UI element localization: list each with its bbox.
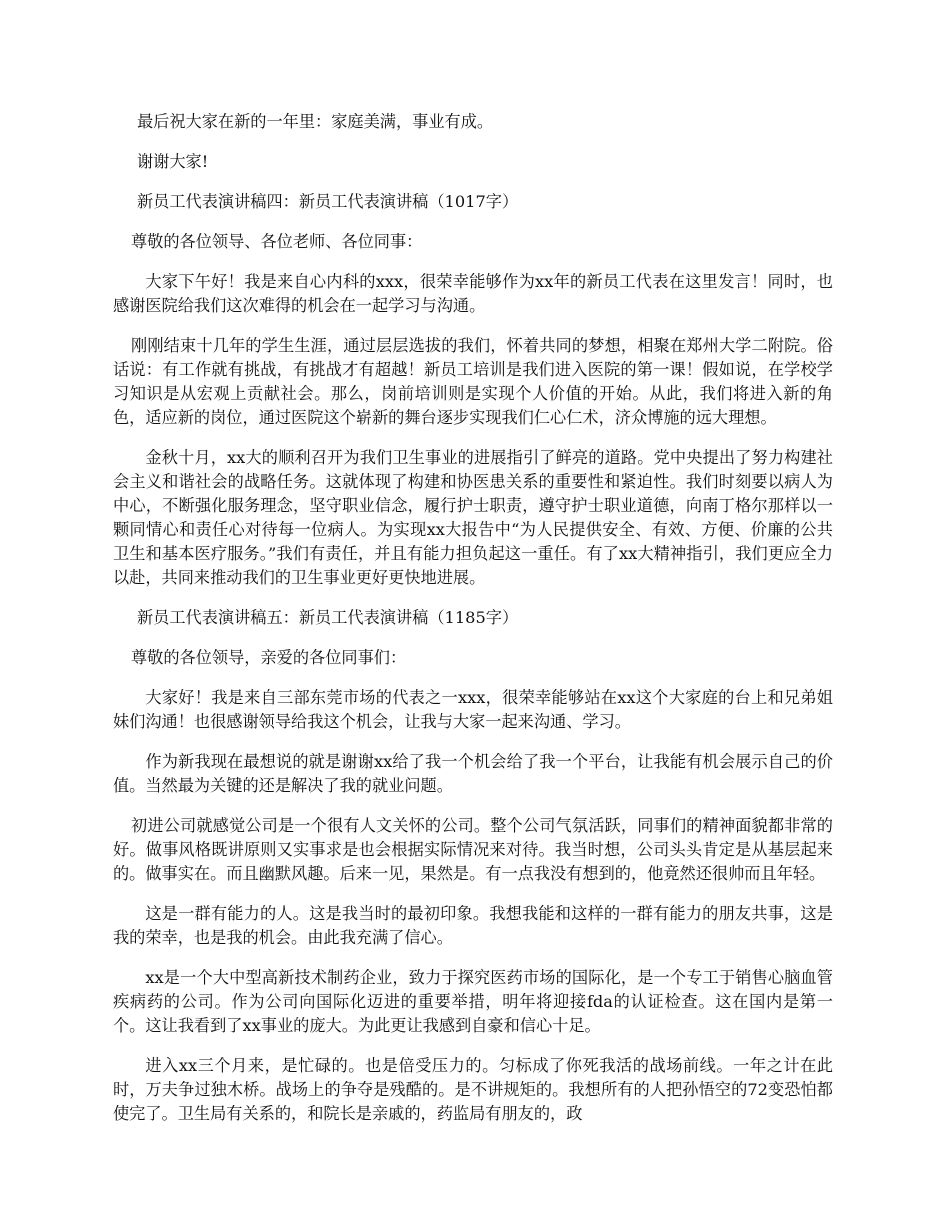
document-page bbox=[113, 110, 833, 1142]
section-heading-speech-five: 新员工代表演讲稿五：新员工代表演讲稿（1185字） bbox=[137, 608, 519, 627]
section-heading-speech-four: 新员工代表演讲稿四：新员工代表演讲稿（1017字） bbox=[137, 192, 519, 211]
paragraph-golden-autumn: 金秋十月，xx大的顺利召开为我们卫生事业的进展指引了鲜亮的道路。党中央提出了努力构建社会主义和谐社会的战略任务。这就体现了构建和协医患关系的重要性和紧迫性。我们时刻要以病人为中心，不断强化服务理念，坚守职业信念，履行护士职责，遵守护士职业道德，向南丁格尔那样以一颗同情心和责任心对待每一位病人。为实现xx大报告中“为人民提供安全、有效、方便、价廉的公共卫生和基本医疗服务。”我们有责任，并且有能力担负起这一重任。有了xx大精神指引，我们更应全力以赴，共同来推动我们的卫生事业更好更快地进展。 bbox=[113, 448, 833, 587]
paragraph-thanks: 谢谢大家! bbox=[137, 152, 209, 171]
salutation-speech-four: 尊敬的各位领导、各位老师、各位同事： bbox=[131, 232, 423, 251]
paragraph-gratitude: 作为新我现在最想说的就是谢谢xx给了我一个机会给了我一个平台，让我能有机会展示自己的价值。当然最为关键的还是解决了我的就业问题。 bbox=[113, 752, 833, 795]
paragraph-student-life: 刚刚结束十几年的学生生涯，通过层层选拔的我们，怀着共同的梦想，相聚在郑州大学二附院。俗话说：有工作就有挑战，有挑战才有超越！新员工培训是我们进入医院的第一课！假如说，在学校学习知识是从宏观上贡献社会。那么，岗前培训则是实现个人价值的开始。从此，我们将进入新的角色，适应新的岗位，通过医院这个崭新的舞台逐步实现我们仁心仁术，济众博施的远大理想。 bbox=[113, 336, 833, 427]
paragraph-greeting-speech-four: 大家下午好！我是来自心内科的xxx，很荣幸能够作为xx年的新员工代表在这里发言！同时，也感谢医院给我们这次难得的机会在一起学习与沟通。 bbox=[113, 272, 833, 315]
paragraph-capable-people: 这是一群有能力的人。这是我当时的最初印象。我想我能和这样的一群有能力的朋友共事，这是我的荣幸，也是我的机会。由此我充满了信心。 bbox=[113, 904, 833, 947]
paragraph-greeting-speech-five: 大家好！我是来自三部东莞市场的代表之一xxx，很荣幸能够站在xx这个大家庭的台上和兄弟姐妹们沟通！也很感谢领导给我这个机会，让我与大家一起来沟通、学习。 bbox=[113, 688, 833, 731]
paragraph-company-impression: 初进公司就感觉公司是一个很有人文关怀的公司。整个公司气氛活跃，同事们的精神面貌都非常的好。做事风格既讲原则又实事求是也会根据实际情况来对待。我当时想，公司头头肯定是从基层起来的。做事实在。而且幽默风趣。后来一见，果然是。有一点我没有想到的，他竟然还很帅而且年轻。 bbox=[113, 816, 833, 883]
paragraph-three-months: 进入xx三个月来，是忙碌的。也是倍受压力的。匀标成了你死我活的战场前线。一年之计在此时，万夫争过独木桥。战场上的争夺是残酷的。是不讲规矩的。我想所有的人把孙悟空的72变恐怕都使完了。卫生局有关系的，和院长是亲戚的，药监局有朋友的，政 bbox=[113, 1056, 833, 1123]
paragraph-closing-wish: 最后祝大家在新的一年里：家庭美满，事业有成。 bbox=[137, 112, 494, 131]
salutation-speech-five: 尊敬的各位领导，亲爱的各位同事们： bbox=[131, 648, 407, 667]
paragraph-company-intro: xx是一个大中型高新技术制药企业，致力于探究医药市场的国际化，是一个专工于销售心脑血管疾病药的公司。作为公司向国际化迈进的重要举措，明年将迎接fda的认证检查。这在国内是第一个。这让我看到了xx事业的庞大。为此更让我感到自豪和信心十足。 bbox=[113, 968, 833, 1035]
